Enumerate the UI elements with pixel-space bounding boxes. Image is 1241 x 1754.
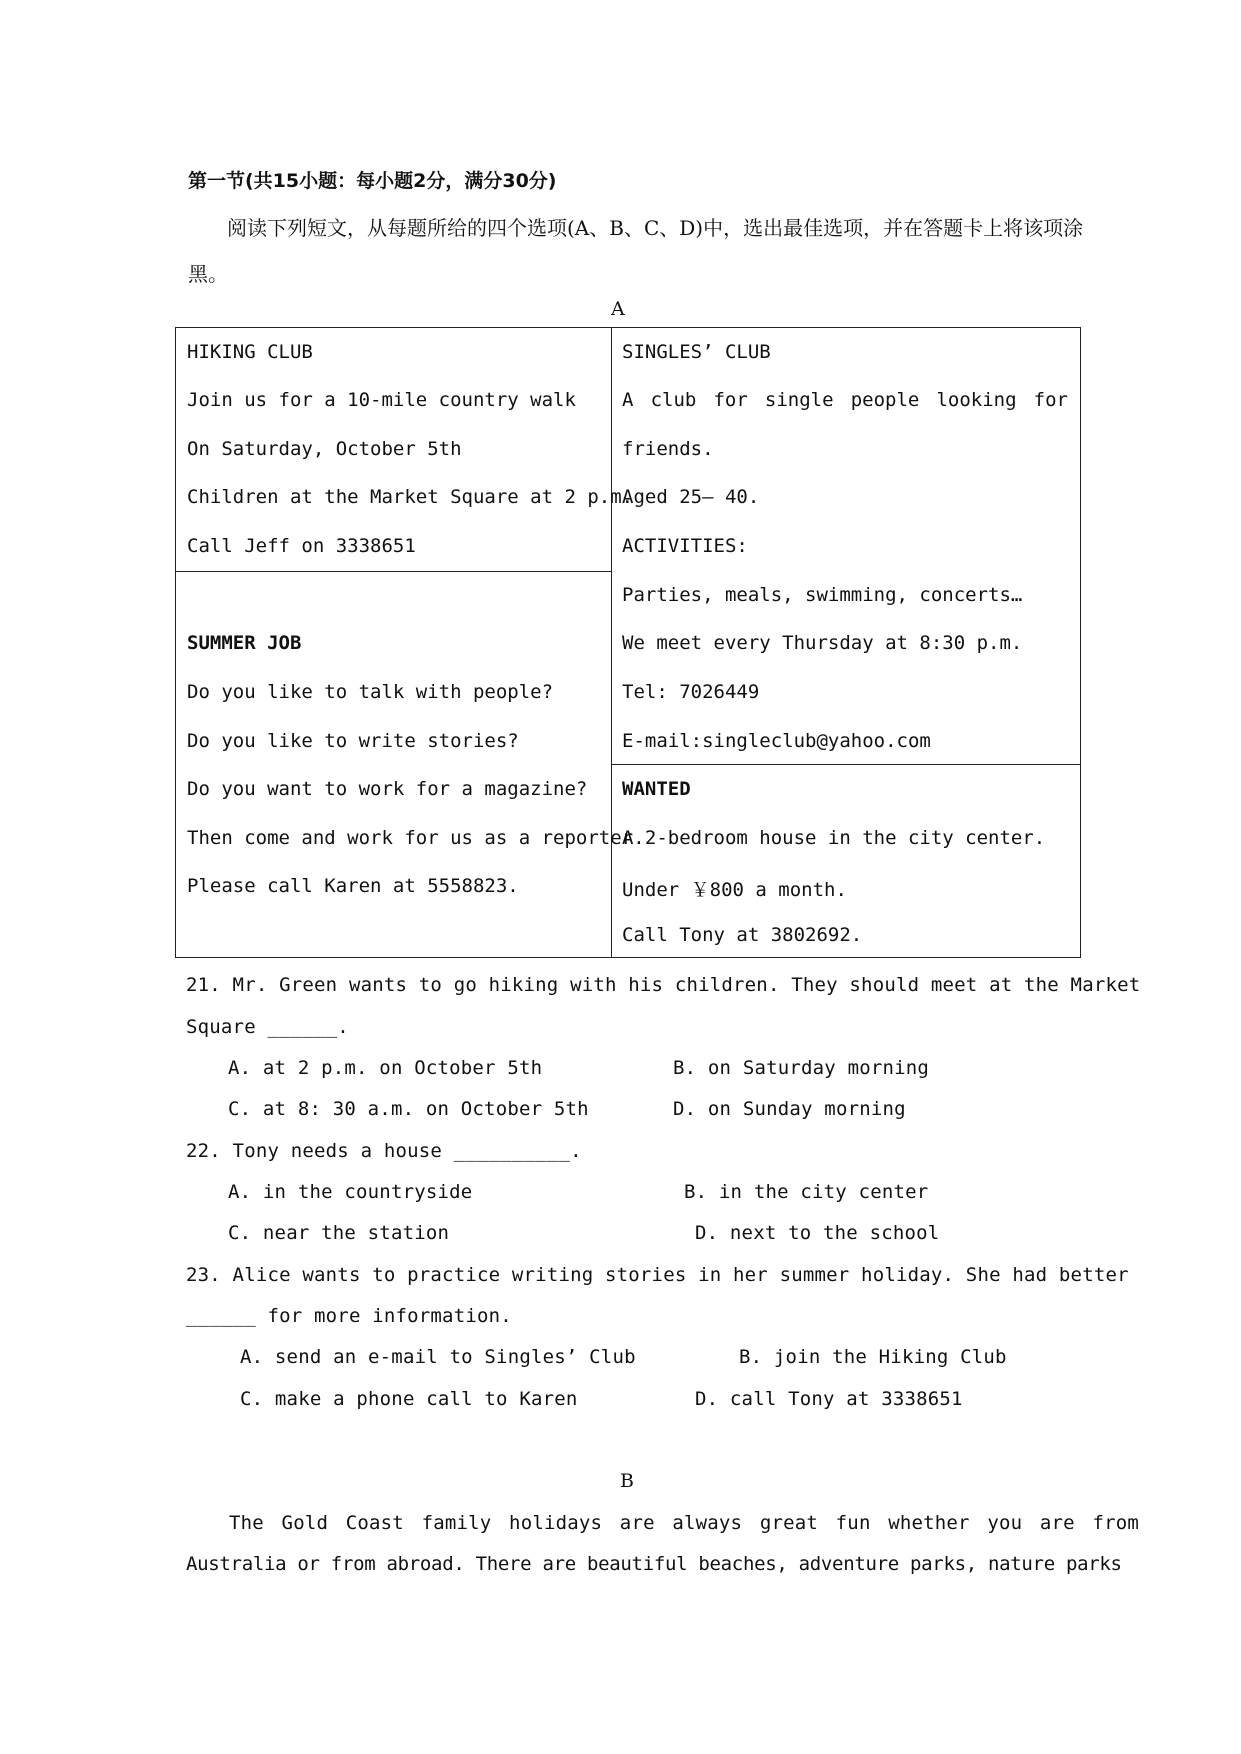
passage-a-label: A [611,298,625,320]
hiking-line: On Saturday, October 5th [187,438,462,460]
wanted-line: Call Tony at 3802692. [622,924,863,946]
question-stem: 21. Mr. Green wants to go hiking with his children. They should meet at the Market [186,974,1141,996]
question-stem: 22. Tony needs a house __________. [186,1140,582,1162]
wanted-line: Under ￥800 a month. [622,879,847,901]
wanted-title: WANTED [622,778,691,800]
option-a: A. at 2 p.m. on October 5th [228,1057,543,1079]
wanted-line: A 2-bedroom house in the city center. [622,827,1046,849]
singles-word: people [850,389,920,411]
hiking-line: Children at the Market Square at 2 p.m. [187,486,634,508]
singles-line: ACTIVITIES: [622,535,748,557]
option-d: D. on Sunday morning [673,1098,906,1120]
table-divider-right [611,764,1081,765]
singles-line: Tel: 7026449 [622,681,760,703]
question-stem: Square ______. [186,1016,349,1038]
singles-email: E-mail:singleclub@yahoo.com [622,730,931,752]
singles-word: for [1033,389,1068,411]
option-d: D. next to the school [695,1222,940,1244]
option-b: B. in the city center [684,1181,929,1203]
singles-line: We meet every Thursday at 8:30 p.m. [622,632,1023,654]
singles-word: A [622,389,634,411]
instruction-line-2: 黑。 [188,262,228,286]
summer-job-line: Do you like to talk with people? [187,681,554,703]
option-d: D. call Tony at 3338651 [695,1388,963,1410]
singles-word: looking [936,389,1017,411]
question-stem: ______ for more information. [186,1305,512,1327]
question-stem: 23. Alice wants to practice writing stories in her summer holiday. She had better [186,1264,1129,1286]
hiking-line: Join us for a 10-mile country walk [187,389,576,411]
summer-job-line: Then come and work for us as a reporter. [187,827,645,849]
option-c: C. at 8: 30 a.m. on October 5th [228,1098,589,1120]
summer-job-title: SUMMER JOB [187,632,302,654]
singles-word: club [650,389,697,411]
singles-line: Aged 25— 40. [622,486,760,508]
singles-word: for [713,389,748,411]
instruction-line-1: 阅读下列短文，从每题所给的四个选项(A、B、C、D)中，选出最佳选项，并在答题卡上将该项涂 [227,216,1084,240]
passage-b-line: Australia or from abroad. There are beautiful beaches, adventure parks, nature parks [186,1553,1122,1575]
option-b: B. on Saturday morning [673,1057,930,1079]
summer-job-line: Do you want to work for a magazine? [187,778,588,800]
singles-line: friends. [622,438,714,460]
option-a: A. send an e-mail to Singles’ Club [240,1346,636,1368]
summer-job-line: Do you like to write stories? [187,730,519,752]
summer-job-line: Please call Karen at 5558823. [187,875,519,897]
singles-line-justified [622,389,1068,411]
hiking-line: Call Jeff on 3338651 [187,535,416,557]
hiking-club-title: HIKING CLUB [187,341,313,363]
singles-word: single [764,389,834,411]
table-divider-left [176,571,611,572]
option-c: C. near the station [228,1222,450,1244]
option-a: A. in the countryside [228,1181,473,1203]
option-b: B. join the Hiking Club [739,1346,1007,1368]
advertisement-table [175,327,1081,958]
option-c: C. make a phone call to Karen [240,1388,578,1410]
passage-b-line: The Gold Coast family holidays are always great fun whether you are from [229,1512,1140,1534]
table-divider-vertical [611,328,612,957]
passage-b-label: B [620,1470,634,1492]
singles-line: Parties, meals, swimming, concerts… [622,584,1023,606]
singles-club-title: SINGLES’ CLUB [622,341,771,363]
section-heading: 第一节(共15小题：每小题2分，满分30分) [188,170,557,192]
